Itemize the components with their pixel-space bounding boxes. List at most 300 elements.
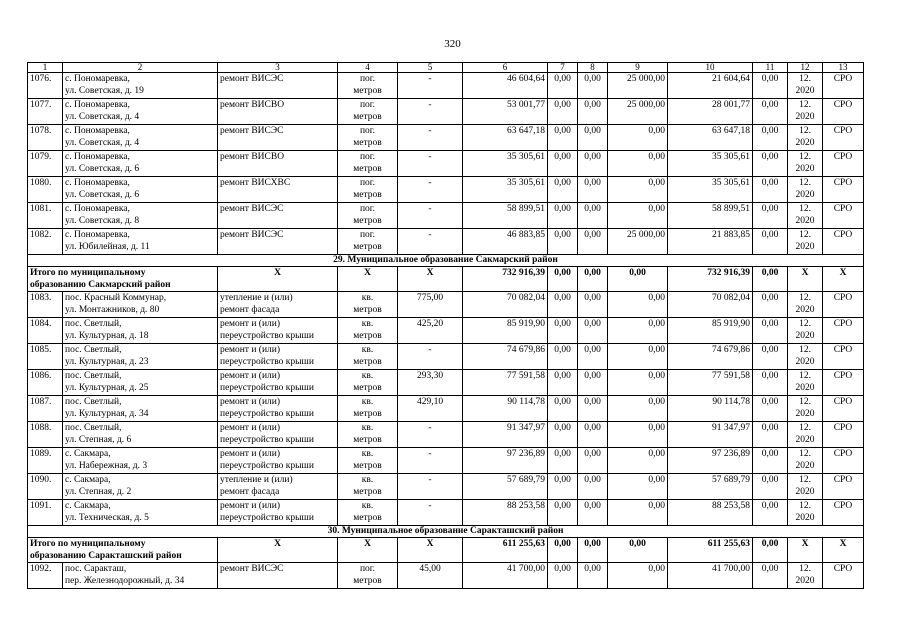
col-8: 0,00 (578, 151, 608, 177)
completion-date (788, 422, 823, 448)
total-cost: 70 082,04 (463, 292, 548, 318)
col-7: 0,00 (548, 370, 578, 396)
address (63, 292, 218, 318)
address-line-2: ул. Юбилейная, д. 11 (65, 242, 150, 252)
unit (338, 370, 398, 396)
total-cost: 35 305,61 (463, 151, 548, 177)
col-11: 0,00 (753, 177, 788, 203)
completion-date-line-1: 12. (799, 397, 811, 407)
method: СРО (823, 474, 864, 500)
address (63, 396, 218, 422)
total-cost: 91 347,97 (463, 422, 548, 448)
table-row (28, 177, 864, 203)
col-11: 0,00 (753, 422, 788, 448)
method: СРО (823, 203, 864, 229)
unit-line-2: метров (353, 190, 382, 200)
total-cost: 46 604,64 (463, 73, 548, 99)
method: X (823, 538, 864, 563)
method: СРО (823, 396, 864, 422)
col-11: 0,00 (753, 99, 788, 125)
completion-date (788, 344, 823, 370)
work-type-line-2: переустройство крыши (220, 331, 314, 341)
address-line-2: ул. Советская, д. 6 (65, 164, 140, 174)
column-number-7: 7 (548, 63, 578, 73)
work-type-line-2: ремонт фасада (220, 487, 280, 497)
work-type (218, 563, 338, 589)
quantity: X (398, 267, 463, 292)
address (63, 448, 218, 474)
address-line-2: ул. Культурная, д. 23 (65, 357, 149, 367)
completion-date-line-1: 12. (799, 100, 811, 110)
completion-date-line-1: 12. (799, 501, 811, 511)
quantity: - (398, 99, 463, 125)
address-line-2: ул. Советская, д. 4 (65, 138, 140, 148)
subtotal-label-line-2: образованию Сакмарский район (30, 280, 171, 290)
row-number: 1080. (28, 177, 63, 203)
completion-date-line-1: 12. (799, 126, 811, 136)
col-11: 0,00 (753, 267, 788, 292)
unit-line-2: метров (353, 164, 382, 174)
completion-date (788, 448, 823, 474)
col-7: 0,00 (548, 448, 578, 474)
subtotal-label (28, 538, 218, 563)
col-9: 0,00 (608, 396, 668, 422)
work-type-line-1: ремонт ВИСВО (220, 152, 285, 162)
quantity: - (398, 73, 463, 99)
address-line-1: пос. Саракташ, (65, 564, 127, 574)
subtotal-row (28, 538, 864, 563)
completion-date-line-1: 12. (799, 293, 811, 303)
unit: X (338, 267, 398, 292)
address-line-2: ул. Степная, д. 6 (65, 435, 132, 445)
col-10: 85 919,90 (668, 318, 753, 344)
col-11: 0,00 (753, 538, 788, 563)
method: СРО (823, 73, 864, 99)
completion-date-line-2: 2020 (795, 383, 815, 393)
unit-line-1: пог. (359, 564, 376, 574)
col-9: 0,00 (608, 370, 668, 396)
col-7: 0,00 (548, 422, 578, 448)
subtotal-label (28, 267, 218, 292)
row-number: 1076. (28, 73, 63, 99)
row-number: 1078. (28, 125, 63, 151)
work-type (218, 151, 338, 177)
column-number-11: 11 (753, 63, 788, 73)
unit-line-2: метров (353, 138, 382, 148)
completion-date-line-2: 2020 (795, 409, 815, 419)
completion-date (788, 99, 823, 125)
col-8: 0,00 (578, 344, 608, 370)
col-10: 35 305,61 (668, 151, 753, 177)
completion-date-line-2: 2020 (795, 242, 815, 252)
address-line-1: с. Сакмара, (65, 501, 111, 511)
method: СРО (823, 177, 864, 203)
subtotal-label-line-2: образованию Саракташский район (30, 551, 182, 561)
col-8: 0,00 (578, 229, 608, 255)
work-type (218, 422, 338, 448)
row-number: 1077. (28, 99, 63, 125)
unit-line-1: пог. (359, 178, 376, 188)
col-9: 0,00 (608, 267, 668, 292)
method: СРО (823, 99, 864, 125)
address-line-1: пос. Светлый, (65, 397, 122, 407)
col-9: 25 000,00 (608, 73, 668, 99)
table-row (28, 99, 864, 125)
completion-date-line-2: 2020 (795, 190, 815, 200)
method: СРО (823, 422, 864, 448)
work-type (218, 203, 338, 229)
address (63, 344, 218, 370)
col-8: 0,00 (578, 448, 608, 474)
address-line-1: с. Сакмара, (65, 449, 111, 459)
col-7: 0,00 (548, 229, 578, 255)
completion-date (788, 177, 823, 203)
row-number: 1081. (28, 203, 63, 229)
method: СРО (823, 229, 864, 255)
col-7: 0,00 (548, 267, 578, 292)
unit-line-2: метров (353, 383, 382, 393)
col-9: 0,00 (608, 563, 668, 589)
address (63, 73, 218, 99)
page-number: 320 (444, 38, 461, 50)
quantity: X (398, 538, 463, 563)
col-7: 0,00 (548, 474, 578, 500)
table-row (28, 370, 864, 396)
quantity: - (398, 177, 463, 203)
column-number-12: 12 (788, 63, 823, 73)
address-line-1: пос. Светлый, (65, 423, 122, 433)
column-number-2: 2 (63, 63, 218, 73)
completion-date (788, 73, 823, 99)
column-number-4: 4 (338, 63, 398, 73)
column-number-3: 3 (218, 63, 338, 73)
unit-line-1: пог. (359, 152, 376, 162)
unit (338, 292, 398, 318)
address-line-2: ул. Монтажников, д. 80 (65, 305, 160, 315)
column-number-8: 8 (578, 63, 608, 73)
address-line-1: пос. Светлый, (65, 319, 122, 329)
col-11: 0,00 (753, 500, 788, 526)
work-type (218, 344, 338, 370)
unit-line-2: метров (353, 86, 382, 96)
address-line-1: пос. Светлый, (65, 345, 122, 355)
address-line-2: ул. Степная, д. 2 (65, 487, 132, 497)
address-line-2: ул. Культурная, д. 34 (65, 409, 149, 419)
col-9: 25 000,00 (608, 99, 668, 125)
col-7: 0,00 (548, 344, 578, 370)
completion-date (788, 474, 823, 500)
address-line-1: с. Пономаревка, (65, 230, 130, 240)
col-7: 0,00 (548, 151, 578, 177)
col-11: 0,00 (753, 474, 788, 500)
address-line-2: ул. Советская, д. 6 (65, 190, 140, 200)
unit-line-1: пог. (359, 204, 376, 214)
work-type-line-1: ремонт ВИСХВС (220, 178, 291, 188)
col-8: 0,00 (578, 563, 608, 589)
col-11: 0,00 (753, 448, 788, 474)
section-heading: 29. Муниципальное образование Сакмарский район (28, 255, 864, 267)
work-type-line-1: утепление и (или) (220, 293, 293, 303)
col-11: 0,00 (753, 229, 788, 255)
unit-line-2: метров (353, 435, 382, 445)
completion-date-line-2: 2020 (795, 164, 815, 174)
row-number: 1083. (28, 292, 63, 318)
method: СРО (823, 318, 864, 344)
row-number: 1089. (28, 448, 63, 474)
address-line-1: с. Пономаревка, (65, 152, 130, 162)
row-number: 1085. (28, 344, 63, 370)
col-7: 0,00 (548, 538, 578, 563)
table-row (28, 292, 864, 318)
col-10: 35 305,61 (668, 177, 753, 203)
unit: X (338, 538, 398, 563)
completion-date (788, 229, 823, 255)
completion-date (788, 318, 823, 344)
total-cost: 97 236,89 (463, 448, 548, 474)
unit (338, 318, 398, 344)
address-line-1: с. Сакмара, (65, 475, 111, 485)
work-type-line-2: переустройство крыши (220, 383, 314, 393)
unit-line-1: кв. (361, 397, 374, 407)
table-row (28, 151, 864, 177)
address-line-2: ул. Культурная, д. 25 (65, 383, 149, 393)
total-cost: 74 679,86 (463, 344, 548, 370)
unit-line-1: кв. (361, 501, 374, 511)
col-8: 0,00 (578, 474, 608, 500)
work-type (218, 73, 338, 99)
col-7: 0,00 (548, 563, 578, 589)
address-line-1: с. Пономаревка, (65, 204, 130, 214)
address-line-1: с. Пономаревка, (65, 100, 130, 110)
subtotal-row (28, 267, 864, 292)
completion-date-line-2: 2020 (795, 576, 815, 586)
col-7: 0,00 (548, 177, 578, 203)
completion-date (788, 203, 823, 229)
col-9: 0,00 (608, 500, 668, 526)
quantity: - (398, 422, 463, 448)
total-cost: 611 255,63 (463, 538, 548, 563)
col-9: 0,00 (608, 318, 668, 344)
completion-date-line-2: 2020 (795, 112, 815, 122)
completion-date-line-2: 2020 (795, 138, 815, 148)
col-11: 0,00 (753, 203, 788, 229)
method: СРО (823, 125, 864, 151)
quantity: 775,00 (398, 292, 463, 318)
total-cost: 77 591,58 (463, 370, 548, 396)
address (63, 229, 218, 255)
address-line-2: ул. Советская, д. 8 (65, 216, 140, 226)
row-number: 1079. (28, 151, 63, 177)
col-10: 611 255,63 (668, 538, 753, 563)
col-11: 0,00 (753, 563, 788, 589)
col-7: 0,00 (548, 125, 578, 151)
method: СРО (823, 370, 864, 396)
work-type-line-1: ремонт и (или) (220, 449, 281, 459)
unit-line-1: кв. (361, 319, 374, 329)
unit-line-1: кв. (361, 475, 374, 485)
col-8: 0,00 (578, 292, 608, 318)
work-type-line-1: ремонт ВИСВО (220, 100, 285, 110)
unit-line-1: пог. (359, 230, 376, 240)
unit (338, 229, 398, 255)
total-cost: 90 114,78 (463, 396, 548, 422)
col-11: 0,00 (753, 318, 788, 344)
work-type-line-1: ремонт и (или) (220, 319, 281, 329)
completion-date-line-2: 2020 (795, 487, 815, 497)
work-type-line-1: ремонт и (или) (220, 423, 281, 433)
table-row (28, 563, 864, 589)
completion-date-line-1: 12. (799, 230, 811, 240)
col-11: 0,00 (753, 292, 788, 318)
work-type-line-1: ремонт ВИСЭС (220, 204, 284, 214)
column-number-1: 1 (28, 63, 63, 73)
unit (338, 422, 398, 448)
unit (338, 125, 398, 151)
section-heading-row (28, 255, 864, 267)
subtotal-label-line-1: Итого по муниципальному (30, 539, 146, 549)
section-heading-row (28, 526, 864, 538)
completion-date-line-2: 2020 (795, 305, 815, 315)
unit-line-1: кв. (361, 423, 374, 433)
completion-date (788, 370, 823, 396)
total-cost: 58 899,51 (463, 203, 548, 229)
unit-line-2: метров (353, 331, 382, 341)
table-row (28, 318, 864, 344)
address-line-1: пос. Красный Коммунар, (65, 293, 167, 303)
work-type (218, 229, 338, 255)
col-9: 0,00 (608, 151, 668, 177)
subtotal-label-line-1: Итого по муниципальному (30, 268, 146, 278)
quantity: 293,30 (398, 370, 463, 396)
unit-line-2: метров (353, 305, 382, 315)
register-table (27, 62, 864, 589)
work-type-line-1: ремонт и (или) (220, 345, 281, 355)
quantity: - (398, 500, 463, 526)
completion-date-line-1: 12. (799, 74, 811, 84)
col-10: 63 647,18 (668, 125, 753, 151)
work-type-line-1: утепление и (или) (220, 475, 293, 485)
unit-line-2: метров (353, 242, 382, 252)
col-11: 0,00 (753, 344, 788, 370)
row-number: 1090. (28, 474, 63, 500)
method: СРО (823, 151, 864, 177)
work-type (218, 396, 338, 422)
unit (338, 177, 398, 203)
unit (338, 448, 398, 474)
completion-date-line-1: 12. (799, 152, 811, 162)
col-8: 0,00 (578, 370, 608, 396)
completion-date-line-1: 12. (799, 319, 811, 329)
col-9: 0,00 (608, 125, 668, 151)
unit (338, 344, 398, 370)
col-9: 0,00 (608, 292, 668, 318)
table-body (28, 63, 864, 589)
row-number: 1086. (28, 370, 63, 396)
completion-date (788, 396, 823, 422)
unit-line-2: метров (353, 461, 382, 471)
col-10: 70 082,04 (668, 292, 753, 318)
quantity: - (398, 474, 463, 500)
row-number: 1092. (28, 563, 63, 589)
col-10: 74 679,86 (668, 344, 753, 370)
address (63, 177, 218, 203)
completion-date (788, 500, 823, 526)
completion-date-line-2: 2020 (795, 357, 815, 367)
address (63, 318, 218, 344)
work-type-line-1: ремонт ВИСЭС (220, 564, 284, 574)
address (63, 125, 218, 151)
unit-line-1: пог. (359, 100, 376, 110)
table-row (28, 229, 864, 255)
quantity: 45,00 (398, 563, 463, 589)
row-number: 1082. (28, 229, 63, 255)
unit-line-2: метров (353, 487, 382, 497)
unit-line-2: метров (353, 216, 382, 226)
total-cost: 53 001,77 (463, 99, 548, 125)
col-10: 88 253,58 (668, 500, 753, 526)
col-10: 57 689,79 (668, 474, 753, 500)
address-line-2: ул. Советская, д. 4 (65, 112, 140, 122)
completion-date (788, 151, 823, 177)
address-line-2: ул. Советская, д. 19 (65, 86, 144, 96)
row-number: 1088. (28, 422, 63, 448)
address (63, 370, 218, 396)
col-9: 0,00 (608, 422, 668, 448)
work-type-line-1: ремонт ВИСЭС (220, 230, 284, 240)
total-cost: 41 700,00 (463, 563, 548, 589)
work-type-line-1: ремонт и (или) (220, 397, 281, 407)
quantity: - (398, 203, 463, 229)
col-9: 0,00 (608, 203, 668, 229)
col-9: 0,00 (608, 448, 668, 474)
method: X (823, 267, 864, 292)
work-type (218, 474, 338, 500)
table-row (28, 73, 864, 99)
column-number-6: 6 (463, 63, 548, 73)
work-type-line-1: ремонт и (или) (220, 371, 281, 381)
work-type-line-2: переустройство крыши (220, 513, 314, 523)
unit-line-2: метров (353, 576, 382, 586)
total-cost: 46 883,85 (463, 229, 548, 255)
quantity: - (398, 229, 463, 255)
quantity: - (398, 151, 463, 177)
col-10: 90 114,78 (668, 396, 753, 422)
completion-date: X (788, 267, 823, 292)
column-number-9: 9 (608, 63, 668, 73)
col-7: 0,00 (548, 500, 578, 526)
col-8: 0,00 (578, 500, 608, 526)
total-cost: 85 919,90 (463, 318, 548, 344)
completion-date-line-2: 2020 (795, 331, 815, 341)
unit (338, 500, 398, 526)
completion-date-line-1: 12. (799, 204, 811, 214)
col-10: 58 899,51 (668, 203, 753, 229)
work-type (218, 125, 338, 151)
completion-date-line-2: 2020 (795, 216, 815, 226)
col-8: 0,00 (578, 267, 608, 292)
row-number: 1084. (28, 318, 63, 344)
column-number-10: 10 (668, 63, 753, 73)
completion-date-line-2: 2020 (795, 461, 815, 471)
unit-line-1: пог. (359, 126, 376, 136)
section-heading: 30. Муниципальное образование Саракташский район (28, 526, 864, 538)
completion-date-line-1: 12. (799, 475, 811, 485)
col-10: 732 916,39 (668, 267, 753, 292)
work-type-line-2: переустройство крыши (220, 357, 314, 367)
address-line-2: ул. Культурная, д. 18 (65, 331, 149, 341)
address-line-1: пос. Светлый, (65, 371, 122, 381)
col-7: 0,00 (548, 203, 578, 229)
